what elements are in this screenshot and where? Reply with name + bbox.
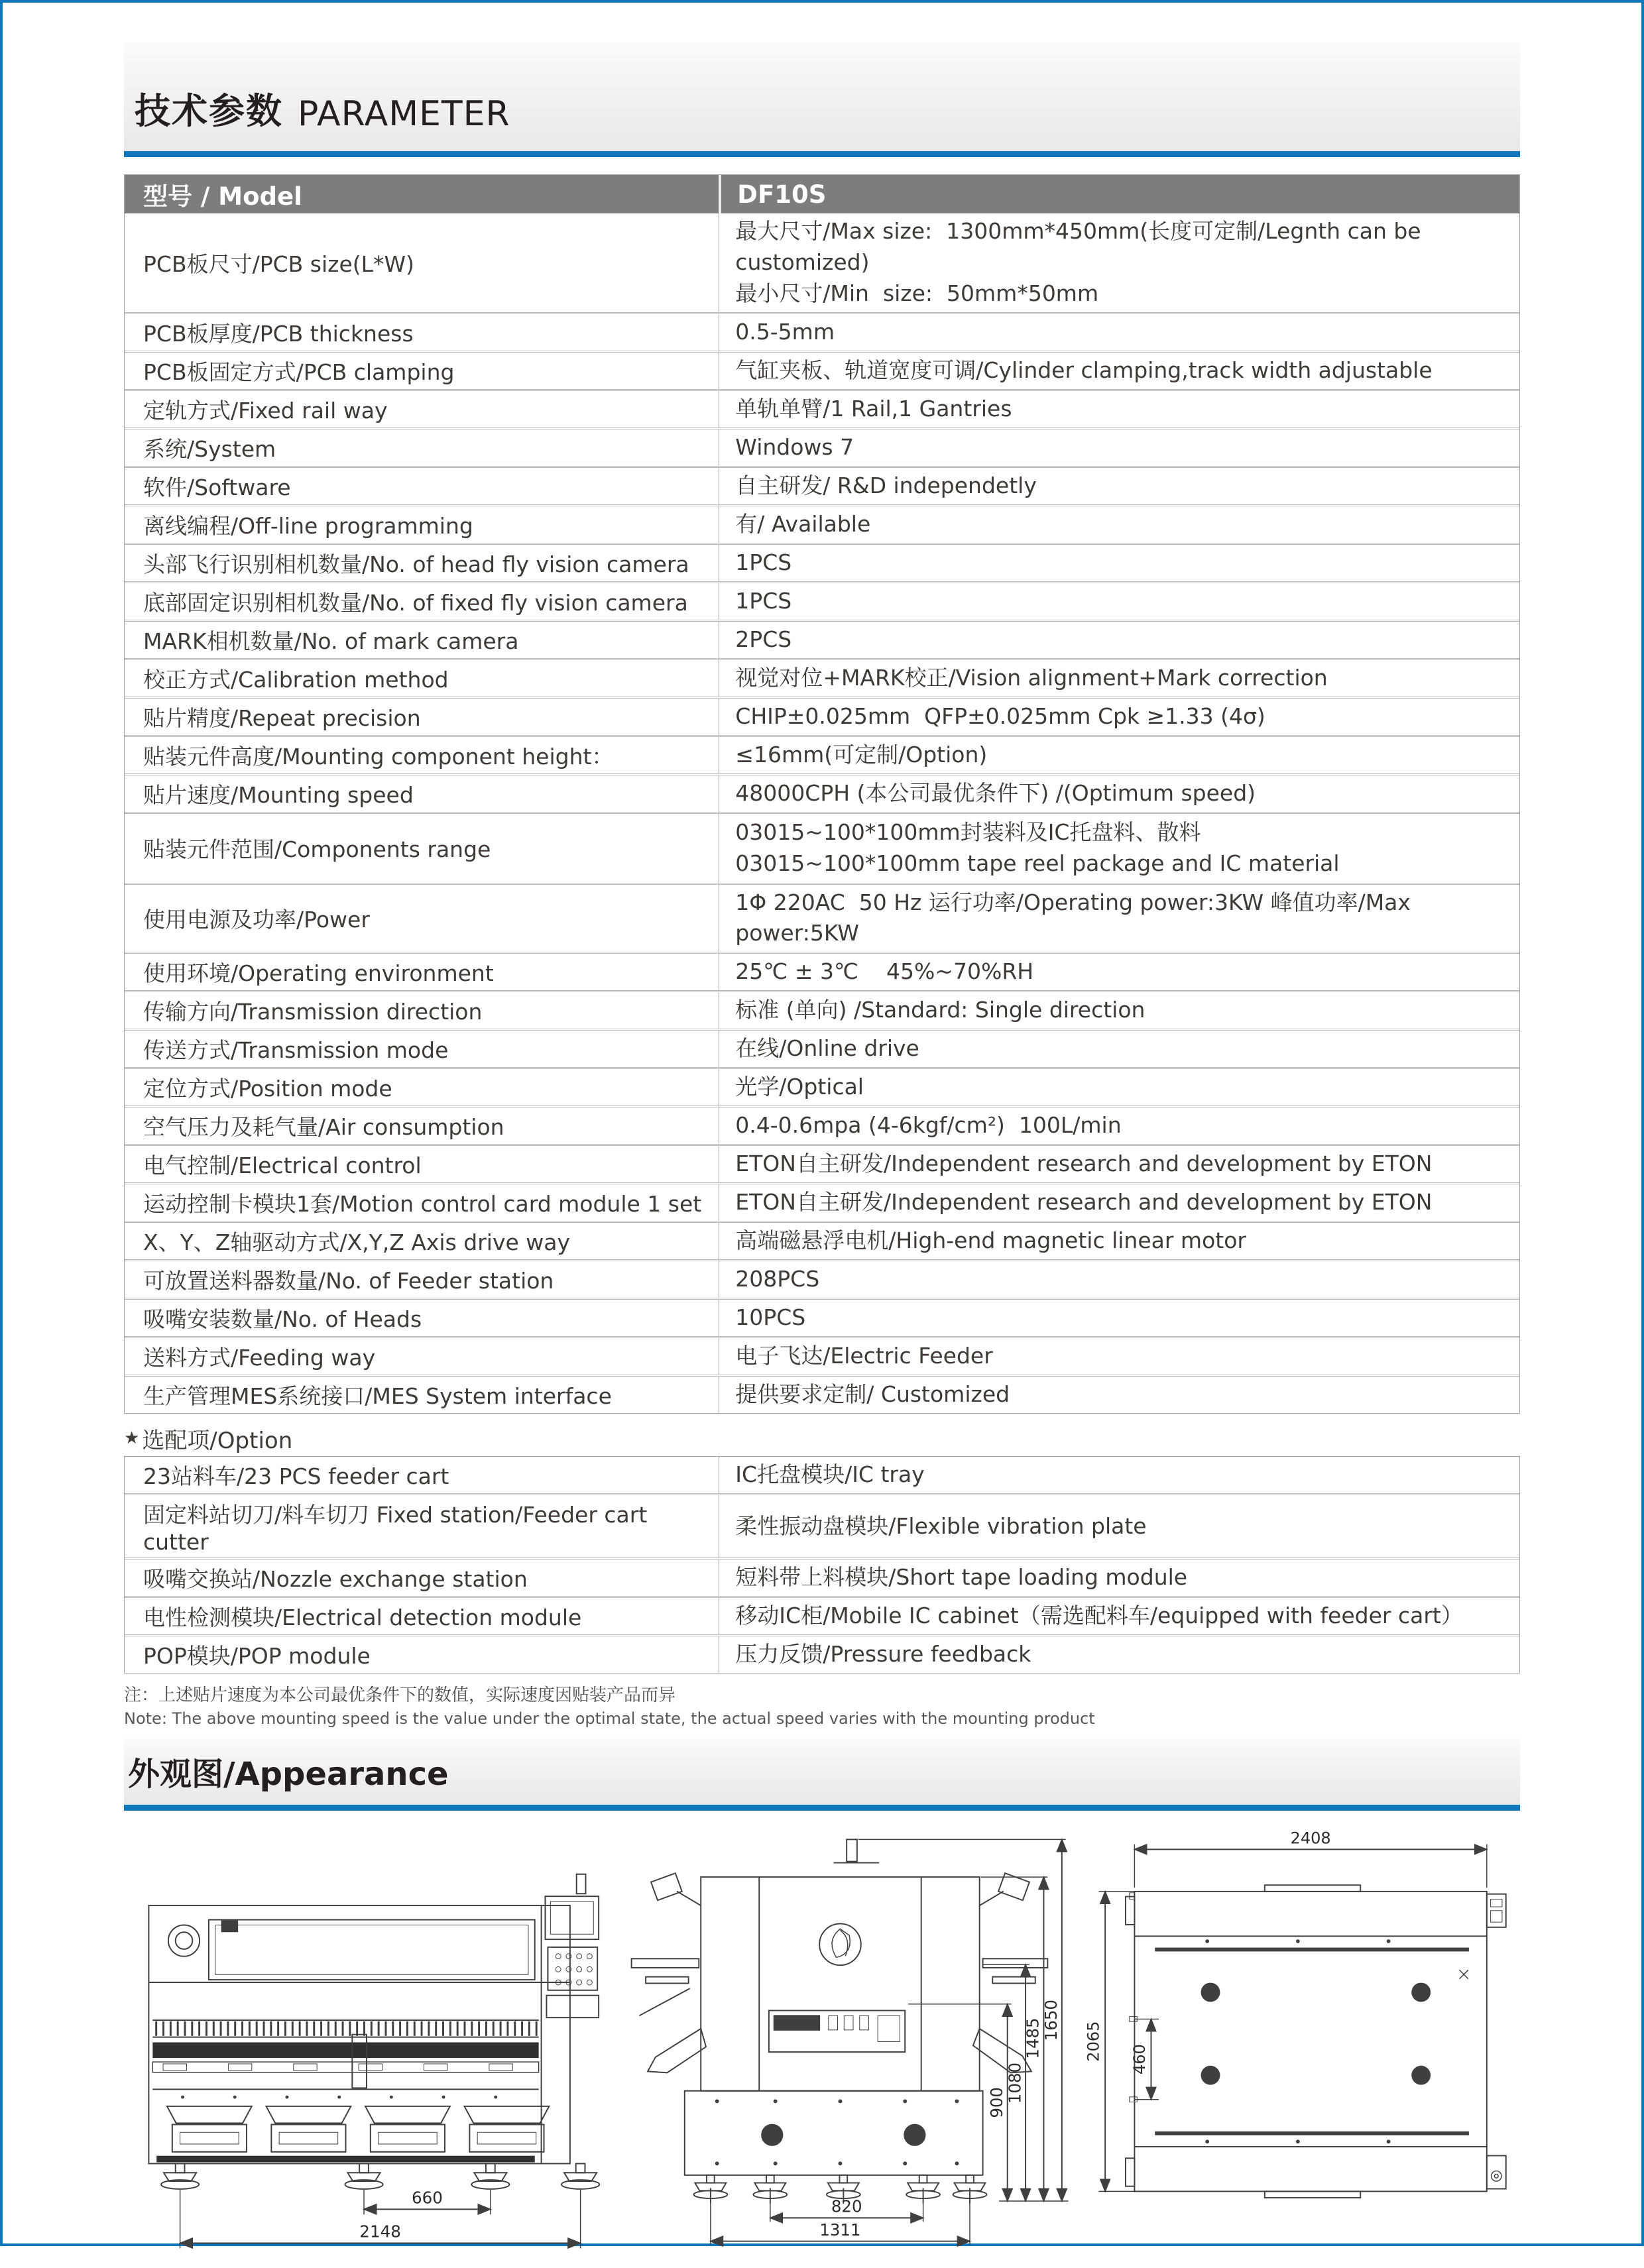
side-base	[684, 2091, 982, 2175]
table-row	[125, 620, 1519, 658]
row-label: 校正方式/Calibration method	[143, 666, 449, 693]
option-row	[125, 1457, 1519, 1493]
side-vertical-dimensions	[858, 1840, 1068, 2202]
row-label: 可放置送料器数量/No. of Feeder station	[143, 1268, 554, 1294]
row-label: 贴装元件范围/Components range	[143, 836, 491, 863]
table-row	[125, 735, 1519, 773]
side-dimension-820	[770, 2197, 923, 2222]
dim-2148-label: 2148	[359, 2222, 401, 2241]
parameter-table	[124, 174, 1520, 1414]
top-view-drawing	[1073, 1821, 1520, 2242]
row-label: 贴装元件高度/Mounting component height：	[143, 743, 614, 769]
row-label: 传输方向/Transmission direction	[143, 999, 483, 1025]
table-row	[125, 1375, 1519, 1413]
table-row	[125, 1221, 1519, 1259]
row-value: Windows 7	[719, 429, 1519, 466]
option-right: 短料带上料模块/Short tape loading module	[719, 1559, 1519, 1596]
front-view-drawing	[124, 1821, 620, 2268]
dim-460-label: 460	[1130, 2044, 1149, 2075]
row-value: 1PCS	[719, 545, 1519, 581]
row-value: 最大尺寸/Max size: 1300mm*450mm(长度可定制/Legnth can be customized) 最小尺寸/Min size: 50mm*50mm	[719, 213, 1519, 312]
table-row	[125, 504, 1519, 543]
table-row	[125, 1106, 1519, 1144]
row-label: 贴片精度/Repeat precision	[143, 705, 421, 731]
model-label-cell: 型号 / Model	[143, 182, 302, 211]
row-label: 使用环境/Operating environment	[143, 960, 494, 987]
table-row	[125, 1182, 1519, 1221]
side-feeder-cart-arms	[631, 1873, 1047, 2072]
dim-1080-label: 1080	[1004, 2063, 1024, 2104]
row-label: MARK相机数量/No. of mark camera	[143, 628, 519, 654]
table-row	[125, 466, 1519, 504]
footnotes	[124, 1684, 1520, 1730]
option-right: 移动IC柜/Mobile IC cabinet（需选配料车/equipped with feeder cart）	[719, 1598, 1519, 1634]
table-row	[125, 1029, 1519, 1067]
row-value: 单轨单臂/1 Rail,1 Gantries	[719, 391, 1519, 427]
row-label: X、Y、Z轴驱动方式/X,Y,Z Axis drive way	[143, 1229, 571, 1256]
table-row	[125, 812, 1519, 883]
table-row	[125, 213, 1519, 312]
row-label: 空气压力及耗气量/Air consumption	[143, 1114, 504, 1141]
dim-2065-label: 2065	[1084, 2021, 1103, 2062]
parameter-section-header	[124, 42, 1520, 151]
table-row	[125, 389, 1519, 427]
table-row	[125, 1259, 1519, 1298]
table-row	[125, 351, 1519, 389]
option-right: 柔性振动盘模块/Flexible vibration plate	[719, 1495, 1519, 1558]
row-label: 生产管理MES系统接口/MES System interface	[143, 1383, 612, 1410]
dim-660-label: 660	[411, 2188, 443, 2208]
parameter-title-zh: 技术参数	[135, 90, 283, 132]
table-row	[125, 773, 1519, 812]
row-value: ETON自主研发/Independent research and development by ETON	[719, 1184, 1519, 1221]
row-label: 定位方式/Position mode	[143, 1076, 392, 1102]
row-value: ≤16mm(可定制/Option)	[719, 737, 1519, 773]
row-value: 25℃ ± 3℃ 45%~70%RH	[719, 954, 1519, 990]
row-label: 软件/Software	[143, 474, 291, 500]
row-value: 208PCS	[719, 1261, 1519, 1298]
row-label: 定轨方式/Fixed rail way	[143, 397, 388, 424]
table-row	[125, 952, 1519, 990]
row-label: 电气控制/Electrical control	[143, 1153, 422, 1179]
note-line-2: Note: The above mounting speed is the value under the optimal state, the actual speed varies with the mounting product	[124, 1709, 1095, 1729]
option-label-text: 选配项/Option	[142, 1427, 293, 1454]
row-value: 2PCS	[719, 622, 1519, 658]
front-dimension-660	[364, 2188, 491, 2215]
table-row	[125, 658, 1519, 697]
appearance-title: 外观图/Appearance	[128, 1756, 449, 1793]
row-label: 使用电源及功率/Power	[143, 906, 370, 933]
row-label: 贴片速度/Mounting speed	[143, 781, 414, 808]
option-left: 23站料车/23 PCS feeder cart	[143, 1463, 449, 1490]
dim-2408-label: 2408	[1290, 1829, 1331, 1848]
option-left: 吸嘴交换站/Nozzle exchange station	[143, 1566, 528, 1593]
row-value: 48000CPH (本公司最优条件下) /(Optimum speed)	[719, 775, 1519, 812]
row-value: 1PCS	[719, 583, 1519, 620]
option-row	[125, 1493, 1519, 1558]
table-row	[125, 543, 1519, 581]
row-value: 标准 (单向) /Standard: Single direction	[719, 992, 1519, 1029]
row-value: 提供要求定制/ Customized	[719, 1377, 1519, 1413]
table-row	[125, 1336, 1519, 1375]
option-row	[125, 1596, 1519, 1634]
row-value: 有/ Available	[719, 506, 1519, 543]
star-icon: ★	[124, 1428, 140, 1449]
front-machine-outline	[148, 1874, 599, 2164]
option-row	[125, 1558, 1519, 1596]
row-value: 10PCS	[719, 1300, 1519, 1336]
row-label: 系统/System	[143, 435, 276, 462]
front-leveling-feet	[161, 2164, 599, 2189]
table-header-row	[125, 175, 1519, 213]
option-right: IC托盘模块/IC tray	[719, 1457, 1519, 1493]
dim-900-label: 900	[986, 2087, 1006, 2118]
row-label: 传送方式/Transmission mode	[143, 1037, 449, 1064]
front-dimension-2148	[180, 2190, 581, 2249]
row-value: 气缸夹板、轨道宽度可调/Cylinder clamping,track width adjustable	[719, 353, 1519, 389]
option-section-label	[124, 1420, 1520, 1456]
dim-820-label: 820	[831, 2196, 862, 2216]
option-left: 固定料站切刀/料车切刀 Fixed station/Feeder cart cutter	[143, 1502, 648, 1556]
side-view-drawing	[620, 1821, 1073, 2249]
row-value: 1Φ 220AC 50 Hz 运行功率/Operating power:3KW 峰值功率/Max power:5KW	[719, 885, 1519, 952]
table-row	[125, 312, 1519, 351]
dim-1650-label: 1650	[1041, 2000, 1061, 2041]
row-label: 送料方式/Feeding way	[143, 1345, 376, 1371]
page-content	[124, 42, 1520, 2268]
option-right: 压力反馈/Pressure feedback	[719, 1636, 1519, 1673]
front-feeder-band	[152, 2020, 538, 2088]
option-left: POP模块/POP module	[143, 1643, 371, 1670]
row-label: PCB板厚度/PCB thickness	[143, 320, 414, 347]
table-row	[125, 581, 1519, 620]
row-value: 自主研发/ R&D independetly	[719, 468, 1519, 504]
row-value: 0.4-0.6mpa (4-6kgf/cm²) 100L/min	[719, 1107, 1519, 1144]
row-value: 03015~100*100mm封装料及IC托盘料、散料 03015~100*100mm tape reel package and IC material	[719, 814, 1519, 883]
table-row	[125, 1298, 1519, 1336]
row-label: 底部固定识别相机数量/No. of fixed fly vision camera	[143, 589, 688, 616]
blue-divider	[124, 1805, 1520, 1811]
option-left: 电性检测模块/Electrical detection module	[143, 1605, 582, 1631]
table-row	[125, 697, 1519, 735]
row-label: 吸嘴安装数量/No. of Heads	[143, 1306, 422, 1333]
top-machine-outline	[1126, 1885, 1506, 2198]
appearance-section-header	[124, 1738, 1520, 1805]
row-label: PCB板尺寸/PCB size(L*W)	[143, 251, 415, 277]
top-dimension-2065	[1085, 1892, 1135, 2191]
option-row	[125, 1634, 1519, 1673]
option-table	[124, 1456, 1520, 1673]
appearance-drawings	[124, 1821, 1520, 2268]
row-label: 离线编程/Off-line programming	[143, 512, 473, 539]
table-row	[125, 427, 1519, 466]
parameter-title-en: PARAMETER	[298, 94, 510, 134]
row-label: 运动控制卡模块1套/Motion control card module 1 set	[143, 1191, 702, 1218]
row-value: 光学/Optical	[719, 1069, 1519, 1106]
table-row	[125, 1144, 1519, 1182]
row-value: ETON自主研发/Independent research and development by ETON	[719, 1146, 1519, 1182]
table-row	[125, 1067, 1519, 1106]
row-value: 在线/Online drive	[719, 1031, 1519, 1067]
note-line-1: 注：上述贴片速度为本公司最优条件下的数值，实际速度因贴装产品而异	[124, 1685, 676, 1706]
dim-1311-label: 1311	[819, 2220, 861, 2240]
table-row	[125, 883, 1519, 952]
blue-divider	[124, 151, 1520, 157]
front-feeder-bays	[152, 2090, 549, 2163]
row-label: PCB板固定方式/PCB clamping	[143, 359, 455, 385]
row-value: 视觉对位+MARK校正/Vision alignment+Mark correction	[719, 660, 1519, 697]
row-label: 头部飞行识别相机数量/No. of head fly vision camera	[143, 551, 689, 577]
top-dimension-2408	[1134, 1829, 1486, 1888]
table-row	[125, 990, 1519, 1029]
row-value: 电子飞达/Electric Feeder	[719, 1338, 1519, 1375]
row-value: CHIP±0.025mm QFP±0.025mm Cpk ≥1.33 (4σ)	[719, 699, 1519, 735]
model-value-cell: DF10S	[719, 175, 1519, 213]
row-value: 高端磁悬浮电机/High-end magnetic linear motor	[719, 1223, 1519, 1259]
dim-1485-label: 1485	[1023, 2017, 1043, 2059]
side-machine-outline	[701, 1840, 979, 2091]
row-value: 0.5-5mm	[719, 314, 1519, 351]
